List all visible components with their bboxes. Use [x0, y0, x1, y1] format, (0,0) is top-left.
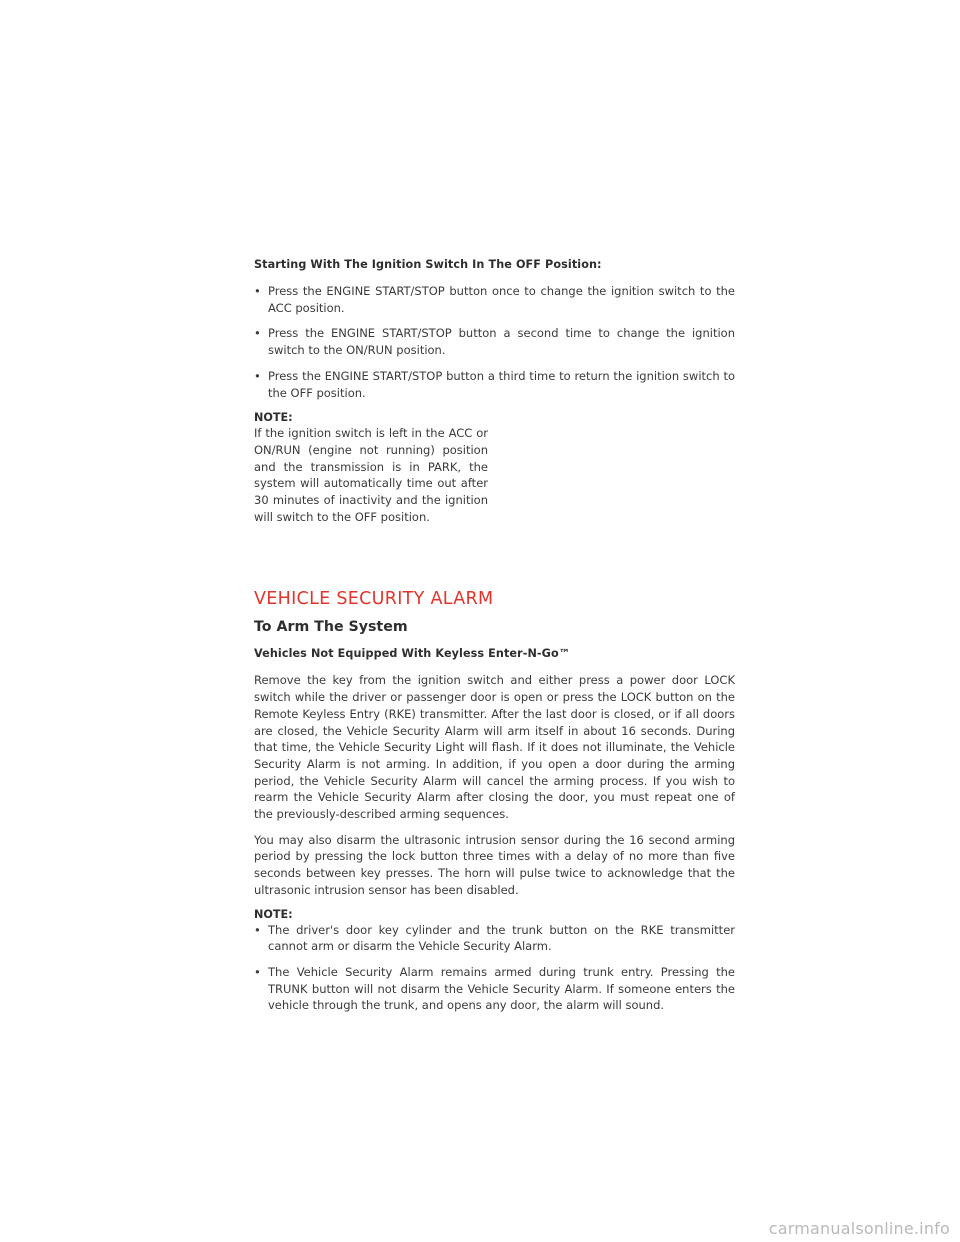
note-bullet-list: [254, 922, 735, 1015]
section-title: VEHICLE SECURITY ALARM: [254, 589, 494, 610]
list-item: • Press the ENGINE START/STOP button a third time to return the ignition switch to the OFF position.: [254, 368, 735, 400]
starting-bullet-list: [254, 283, 735, 401]
watermark-link[interactable]: carmanualsonline.info: [768, 1219, 950, 1238]
subsection-title: To Arm The System: [254, 619, 408, 636]
list-item: • Press the ENGINE START/STOP button a second time to change the ignition switch to the ON/RUN position.: [254, 326, 735, 358]
starting-heading: Starting With The Ignition Switch In The OFF Position:: [254, 258, 602, 271]
note-label: NOTE:: [254, 411, 293, 425]
list-item: • The Vehicle Security Alarm remains armed during trunk entry. Pressing the TRUNK button will not disarm the Vehicle Security Alarm. If someone enters the vehicle through the trunk, and opens any door, the alarm will sound.: [254, 964, 735, 1013]
bullet-icon: •: [254, 284, 261, 298]
note-label-2: NOTE:: [254, 907, 293, 921]
list-item: • Press the ENGINE START/STOP button once to change the ignition switch to the ACC position.: [254, 284, 735, 315]
bullet-icon: •: [254, 922, 261, 937]
vehicles-heading: Vehicles Not Equipped With Keyless Enter-N-Go™: [254, 647, 571, 661]
note-text: If the ignition switch is left in the ACC or ON/RUN (engine not running) position and the transmission is in PARK, the system will automatically time out after 30 minutes of inactivity and the ignition will switch to the OFF position.: [254, 426, 488, 524]
list-item: • The driver's door key cylinder and the trunk button on the RKE transmitter cannot arm or disarm the Vehicle Security Alarm.: [254, 922, 735, 954]
disarm-sensor-paragraph: You may also disarm the ultrasonic intrusion sensor during the 16 second arming period by pressing the lock button three times with a delay of no more than five seconds between key presses. The horn will pulse twice to acknowledge that the ultrasonic intrusion sensor has been disabled.: [254, 832, 735, 897]
bullet-icon: •: [254, 964, 261, 979]
bullet-icon: •: [254, 326, 261, 341]
bullet-icon: •: [254, 368, 261, 383]
manual-page: [254, 258, 735, 1024]
arming-paragraph: Remove the key from the ignition switch and either press a power door LOCK switch while the driver or passenger door is open or press the LOCK button on the Remote Keyless Entry (RKE) transmitter. After the last door is closed, or if all doors are closed, the Vehicle Security Alarm will arm itself in about 16 seconds. During that time, the Vehicle Security Light will flash. If it does not illuminate, the Vehicle Security Alarm is not arming. In addition, if you open a door during the arming period, the Vehicle Security Alarm will cancel the arming process. If you wish to rearm the Vehicle Security Alarm after closing the door, you must repeat one of the previously-described arming sequences.: [254, 673, 735, 822]
